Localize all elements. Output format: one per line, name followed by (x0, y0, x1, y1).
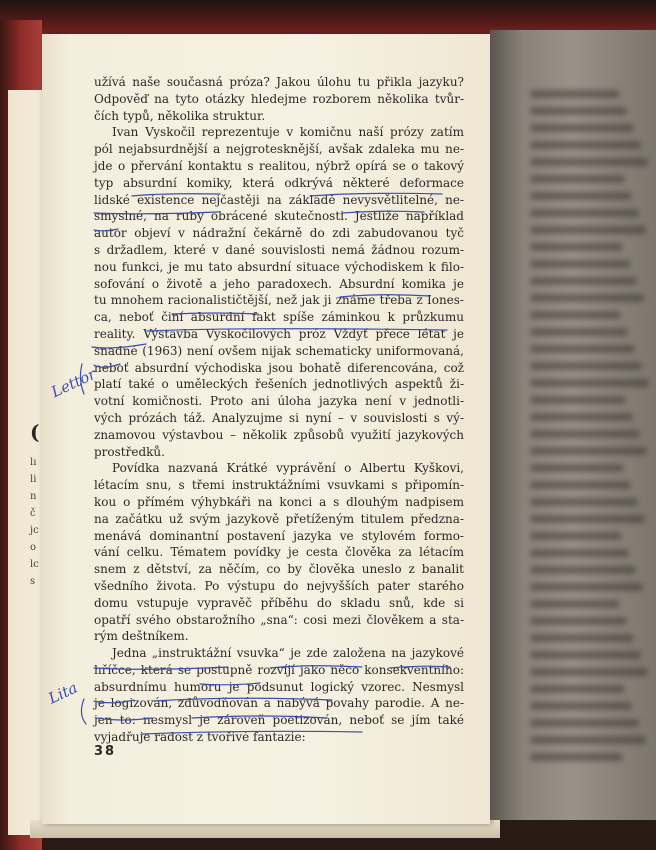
blurred-text-line (530, 447, 647, 455)
left-page-fragment: jc (30, 525, 39, 536)
text-line: vých prózách táž. Analyzujme si nyní – v souvislosti s vý- (94, 410, 464, 425)
text-line: reality. Výstavba Vyskočilových próz Vždyť přece létat je (94, 326, 464, 341)
margin-note-lita: Lita (45, 678, 81, 708)
blurred-text-line (530, 532, 622, 540)
blurred-text-line (530, 294, 644, 302)
text-line: znamovou výstavbou – několik způsobů využití jazykových (94, 427, 464, 442)
text-line: typ absurdní komiky, která odkrývá některé deformace (94, 175, 464, 190)
blurred-text-line (530, 362, 642, 370)
blurred-text-line (530, 345, 635, 353)
blurred-text-line (530, 243, 623, 251)
text-line: snadné (1963) není ovšem nijak schematicky uniformovaná, (94, 343, 464, 358)
text-line: létacím snu, s třemi instruktážními vsuvkami s připomín- (94, 478, 464, 493)
text-line: domu vstupuje vypravěč příběhu do skladu snů, kde si (94, 595, 464, 610)
blurred-text-line (530, 90, 620, 98)
blurred-text-line (530, 209, 639, 217)
blurred-text-line (530, 668, 648, 676)
text-line: Ivan Vyskočil reprezentuje v komičnu naší prózy zatím (112, 125, 464, 140)
blurred-text-line (530, 634, 634, 642)
text-line: menává dominantní postavení jazyka ve stylovém formo- (94, 528, 464, 543)
blurred-text-line (530, 175, 625, 183)
blurred-text-line (530, 379, 649, 387)
text-line: kou o přímém výhybkáři na konci a s dlouhým nadpisem (94, 494, 464, 509)
margin-note-lettor: Lettor (48, 364, 99, 402)
blurred-text-line (530, 141, 641, 149)
text-line: opatří svého obstarožního „sna“: cosi mezi člověkem a sta- (94, 612, 464, 627)
blurred-text-line (530, 192, 632, 200)
blurred-text-line (530, 566, 636, 574)
blurred-text-line (530, 464, 624, 472)
blurred-text-line (530, 702, 632, 710)
text-line: vání celku. Tématem povídky je cesta člověka za létacím (94, 545, 464, 560)
left-page-fragment: lı (30, 457, 37, 468)
page-number: 38 (94, 744, 117, 759)
left-page-fragment: n (30, 491, 37, 502)
text-line: lidské existence nejčastěji na základě nevysvětlitelné, ne- (94, 192, 464, 207)
text-line: platí také o uměleckých řešeních jednotlivých aspektů ži- (94, 377, 464, 392)
blurred-text-line (530, 498, 638, 506)
text-line: sofování o životě a jeho paradoxech. Absurdní komika je (94, 276, 464, 291)
blurred-text-line (530, 719, 639, 727)
blurred-text-line (530, 328, 628, 336)
blurred-text-line (530, 549, 629, 557)
text-line: tu mnohem racionalističtější, než jak ji známe třeba z Iones- (94, 293, 464, 308)
blurred-text-line (530, 600, 620, 608)
text-line: neboť absurdní východiska jsou bohatě diferencována, což (94, 360, 464, 375)
left-page-fragment: lc (30, 559, 39, 570)
blurred-text-line (530, 685, 625, 693)
text-line: snem z dětství, za něčím, co by člověka uneslo z banalit (94, 562, 464, 577)
text-line: vyjadřuje radost z tvořivé fantazie: (94, 730, 306, 745)
text-line: s držadlem, které v dané souvislosti nemá žádnou rozum- (94, 242, 464, 257)
bracket-mark-2 (81, 699, 86, 724)
blurred-text-line (530, 481, 631, 489)
blurred-text-line (530, 107, 627, 115)
text-line: votní komičnosti. Proto ani úloha jazyka není v jednotli- (94, 394, 464, 409)
text-line: jen to: nesmysl je zároveň poetizován, neboť se jím také (94, 713, 464, 728)
text-line: smyslné, na ruby obrácené skutečnosti. Jestliže například (94, 209, 464, 224)
left-page-fragment: o (30, 542, 37, 553)
blurred-text-line (530, 430, 640, 438)
text-line: čích typů, několika struktur. (94, 108, 266, 123)
blurred-text-line (530, 260, 630, 268)
text-line: na začátku už svým jazykově přetíženým titulem předzna- (94, 511, 464, 526)
blurred-text-line (530, 396, 626, 404)
text-line: autor objeví v nádražní čekárně do zdi zabudovanou tyč (94, 226, 464, 241)
blurred-text-line (530, 124, 634, 132)
blurred-text-line (530, 413, 633, 421)
left-page-fragment: li (30, 474, 37, 485)
text-line: pól nejabsurdnější a nejgrotesknější, avšak zdaleka mu ne- (94, 142, 464, 157)
text-line: nou funkci, je mu tato absurdní situace východiskem k filo- (94, 259, 464, 274)
blurred-text-line (530, 311, 621, 319)
left-page-fragment: s (30, 576, 36, 587)
blurred-text-line (530, 753, 623, 761)
text-line: jde o přervání kontaktu s realitou, nýbrž opírá se o takový (94, 158, 464, 173)
left-page-big-glyph: ( (30, 420, 40, 444)
blurred-text-line (530, 226, 646, 234)
blurred-text-line (530, 515, 645, 523)
text-line: prostředků. (94, 444, 165, 459)
left-page-fragment: č (30, 508, 36, 519)
page-body-text (94, 74, 464, 746)
blurred-text-line (530, 651, 641, 659)
text-line: Povídka nazvaná Krátké vyprávění o Albertu Kyškovi, (112, 461, 464, 476)
text-line: všedního života. Po výstupu do nejvyšších pater starého (94, 578, 464, 593)
text-line: Odpověď na tyto otázky hledejme rozborem několika tvůr- (94, 91, 464, 106)
text-line: hříčce, která se postupně rozvíjí jako něco konsekventního: (94, 662, 464, 677)
blurred-text-line (530, 277, 637, 285)
blurred-text-line (530, 617, 627, 625)
text-line: Jedna „instruktážní vsuvka“ je zde založena na jazykové (112, 646, 464, 661)
text-line: je logizován, zdůvodňován a nabývá povahy parodie. A ne- (94, 696, 464, 711)
text-line: užívá naše současná próza? Jakou úlohu tu přikla jazyku? (94, 75, 464, 89)
book-page (42, 34, 490, 824)
blurred-facing-page (490, 30, 656, 820)
text-line: ca, neboť činí absurdní fakt spíše záminkou k průzkumu (94, 310, 464, 325)
text-line: absurdnímu humoru je podsunut logický vzorec. Nesmysl (94, 679, 464, 694)
blurred-text-line (530, 736, 646, 744)
blurred-text-line (530, 158, 648, 166)
text-line: rým deštníkem. (94, 629, 189, 644)
blurred-text-line (530, 583, 643, 591)
